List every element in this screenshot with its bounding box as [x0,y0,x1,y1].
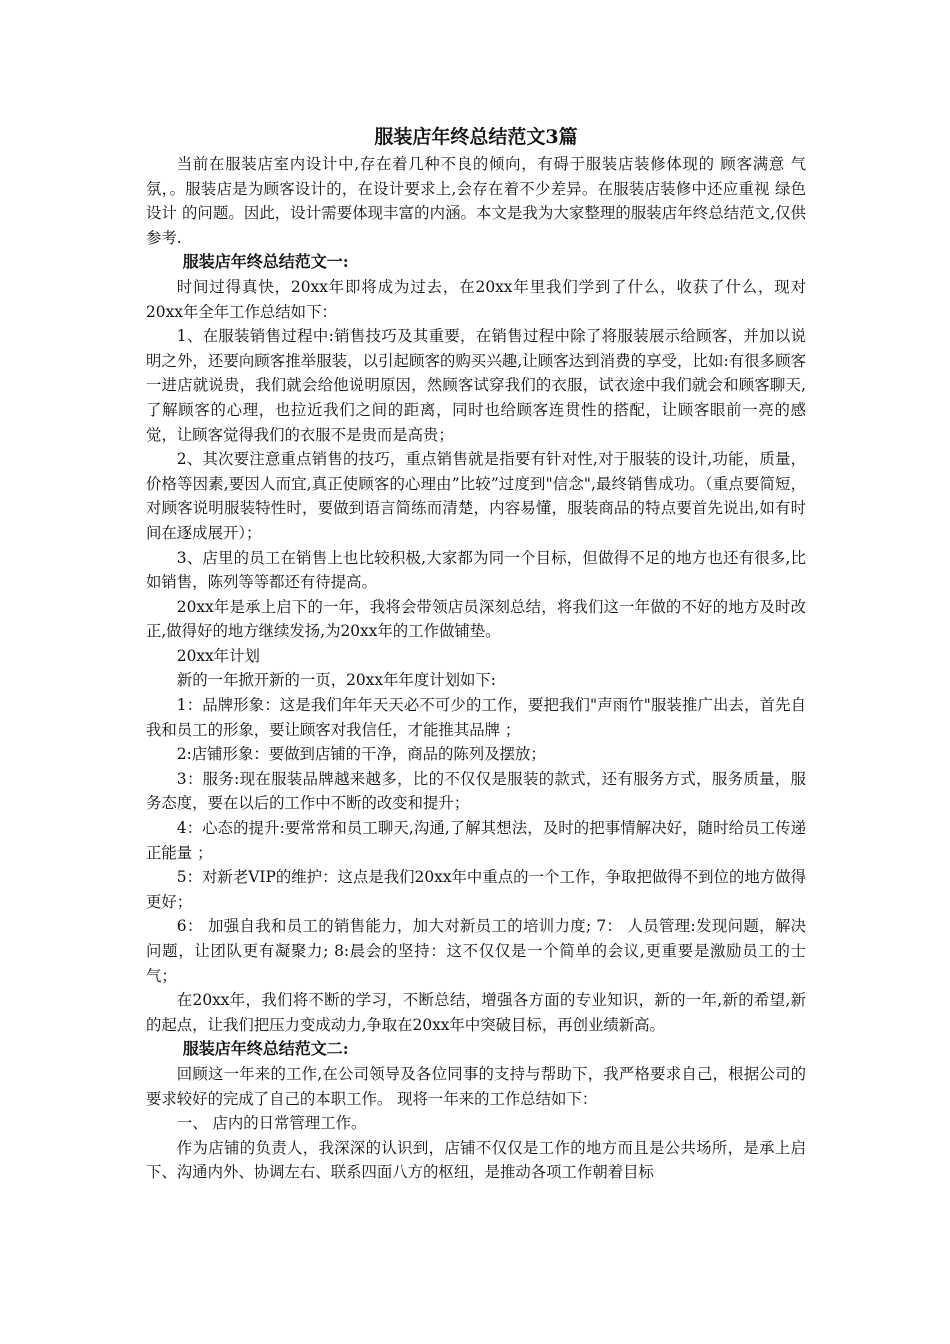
plan-item: 2:店铺形象：要做到店铺的干净，商品的陈列及摆放； [176,745,546,764]
plan-item: 1：品牌形象：这是我们年年天天必不可少的工作，要把我们"声雨竹"服装推广出去，首先自我和员工的形象，要让顾客对我信任，才能推其品牌 ； [146,696,806,739]
document-body [146,124,806,1185]
plan-item: 3：服务:现在服装品牌越来越多，比的不仅仅是服装的款式，还有服务方式，服务质量，服务态度，要在以后的工作中不断的改变和提升； [146,769,806,813]
paragraph: 新的一年掀开新的一页，20xx年年度计划如下: [176,671,496,690]
paragraph: 1、在服装销售过程中:销售技巧及其重要，在销售过程中除了将服装展示给顾客，并加以说明之外，还要向顾客推举服装，以引起顾客的购买兴趣,让顾客达到消费的享受，比如:有很多顾客一进店就说贵，我们就会给他说明原因，然顾客试穿我们的衣服，试衣途中我们就会和顾客聊天,了解顾客的心理，也拉近我们之间的距离，同时也给顾客连贯性的搭配，让顾客眼前一亮的感觉，让顾客觉得我们的衣服不是贵而是高贵； [146,327,806,444]
plan-item: 5：对新老VIP的维护：这点是我们20xx年中重点的一个工作，争取把做得不到位的地方做得更好； [146,868,806,911]
plan-item: 4：心态的提升:要常常和员工聊天,沟通,了解其想法，及时的把事情解决好，随时给员工传递正能量 ； [146,819,806,862]
plan-heading: 20xx年计划 [176,646,260,665]
paragraph: 3、店里的员工在销售上也比较积极,大家都为同一个目标，但做得不足的地方也还有很多,比如销售，陈列等等都还有待提高。 [146,548,806,592]
subsection-heading: 一、 店内的日常管理工作。 [176,1114,367,1133]
plan-item: 6： 加强自我和员工的销售能力，加大对新员工的培训力度; 7： 人员管理:发现问题，解决问题，让团队更有凝聚力; 8:晨会的坚持：这不仅仅是一个简单的会议,更重要是激励员工的士气； [146,917,806,985]
paragraph: 20xx年是承上启下的一年，我将会带领店员深刻总结，将我们这一年做的不好的地方及时改正,做得好的地方继续发扬,为20xx年的工作做铺垫。 [146,597,806,641]
section-heading-1: 服装店年终总结范文一: [182,252,349,272]
paragraph: 作为店铺的负责人，我深深的认识到，店铺不仅仅是工作的地方而且是公共场所，是承上启下、沟通内外、协调左右、联系四面八方的枢纽，是推动各项工作朝着目标 [146,1138,806,1182]
document-title: 服装店年终总结范文3篇 [374,126,578,148]
paragraph: 时间过得真快，20xx年即将成为过去，在20xx年里我们学到了什么，收获了什么，现对20xx年全年工作总结如下： [146,277,806,321]
paragraph: 回顾这一年来的工作,在公司领导及各位同事的支持与帮助下，我严格要求自己，根据公司的要求较好的完成了自己的本职工作。 现将一年来的工作总结如下： [146,1064,806,1108]
section-heading-2: 服装店年终总结范文二: [182,1039,349,1059]
paragraph: 在20xx年，我们将不断的学习，不断总结，增强各方面的专业知识，新的一年,新的希望,新的起点，让我们把压力变成动力,争取在20xx年中突破目标，再创业绩新高。 [146,991,806,1034]
intro-paragraph: 当前在服装店室内设计中,存在着几种不良的倾向，有碍于服装店装修体现的 顾客满意 气氛，。服装店是为顾客设计的，在设计要求上,会存在着不少差异。在服装店装修中还应重视 绿色设计 的问题。因此，设计需要体现丰富的内涵。本文是我为大家整理的服装店年终总结范文,仅供参考. [146,155,806,247]
paragraph: 2、其次要注意重点销售的技巧，重点销售就是指要有针对性,对于服装的设计,功能，质量，价格等因素,要因人而宜,真正使顾客的心理由”比较”过度到"信念",最终销售成功。（重点要简短，对顾客说明服装特性时，要做到语言简练而清楚，内容易懂，服装商品的特点要首先说出,如有时间在逐成展开）； [146,450,806,542]
